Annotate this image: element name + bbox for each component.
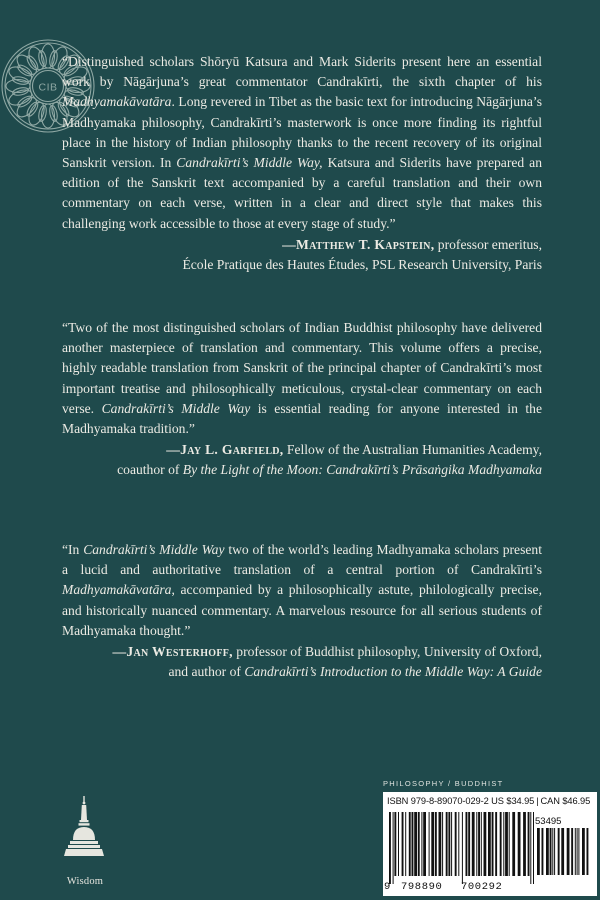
attribution: —Matthew T. Kapstein, professor emeritus, École Pratique des Hautes Études, PSL Research University, Paris [182, 236, 542, 273]
blurb-kapstein [62, 52, 542, 275]
attribution-name: —Matthew T. Kapstein, [282, 236, 435, 252]
barcode-digits-left: 798890 [401, 881, 443, 893]
attribution-name: —Jan Westerhoff, [112, 644, 233, 660]
quote-text: “Two of the most distinguished scholars of Indian Buddhist philosophy have delivered another masterpiece of translation and commentary. This volume offers a precise, highly readable translation from Sanskrit of the principal chapter of Candrakīrti’s most important treatise and philosophically meticulous, crystal-clear commentary on each verse. Candrakīrti’s Middle Way is essential reading for anyone interested in the Madhyamaka tradition.” [62, 320, 542, 437]
attribution-affiliation: École Pratique des Hautes Études, PSL Research University, Paris [182, 257, 542, 273]
seal-letters: CIB [38, 81, 58, 94]
barcode-digits-right: 700292 [461, 881, 503, 893]
barcode-box [383, 792, 597, 896]
isbn: ISBN 979-8-89070-029-2 [387, 796, 489, 806]
attribution-affiliation: coauthor of By the Light of the Moon: Candrakīrti’s Prāsaṅgika Madhyamaka [117, 462, 542, 478]
attribution: —Jan Westerhoff, professor of Buddhist philosophy, University of Oxford, and author of Candrakīrti’s Introduction to the Middle Way: A Guide [112, 644, 542, 680]
attribution: —Jay L. Garfield, Fellow of the Australian Humanities Academy, coauthor of By the Light of the Moon: Candrakīrti’s Prāsaṅgika Madhyamaka [117, 442, 542, 478]
isbn-barcode [387, 812, 537, 884]
stupa-logo [64, 796, 104, 872]
price-barcode [535, 828, 591, 883]
attribution-name: —Jay L. Garfield, [166, 442, 284, 458]
quote-text: “Distinguished scholars Shōryū Katsura and Mark Siderits present here an essential work by Nāgārjuna’s great commentator Candrakīrti, the sixth chapter of his Madhyamakāvatāra. Long revered in Tibet as the basic text for introducing Nāgārjuna’s Madhyamaka philosophy, Candrakīrti’s masterwork is once more finding its rightful place in the history of Indian philosophy thanks to the recent recovery of its original Sanskrit version. In Candrakīrti’s Middle Way, Katsura and Siderits have prepared an edition of the Sanskrit text accompanied by a careful translation and their own commentary on each verse, written in a clear and direct style that makes this challenging work accessible to those at every stage of study.” [62, 54, 543, 231]
barcode-digit-lead: 9 [384, 881, 391, 893]
quote-text: “In Candrakīrti’s Middle Way two of the world’s leading Madhyamaka scholars present a lucid and authoritative translation of a central portion of Candrakīrti’s Madhyamakāvatāra, accompanied by a philosophically astute, philologically precise, and historically nuanced commentary. A marvelous resource for all serious students of Madhyamaka thought.” [62, 542, 542, 638]
blurb-garfield [62, 318, 542, 481]
price-can: CAN $46.95 [540, 796, 591, 806]
blurb-westerhoff [62, 540, 542, 682]
category-label: PHILOSOPHY / BUDDHIST [383, 779, 504, 788]
isbn-price-line: ISBN 979-8-89070-029-2 US $34.95 | CAN $46.95 [387, 796, 591, 806]
attribution-affiliation: and author of Candrakīrti’s Introduction to the Middle Way: A Guide [168, 664, 542, 680]
publisher-name: Wisdom [66, 876, 104, 887]
price-us: US $34.95 [491, 796, 535, 806]
price-code: 53495 [535, 816, 562, 827]
